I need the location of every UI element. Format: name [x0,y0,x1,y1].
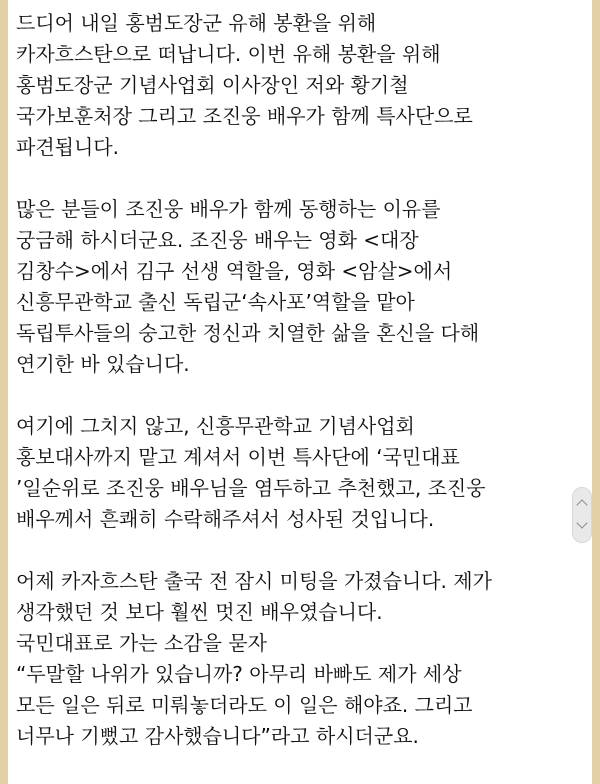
paragraph-3 [16,411,592,535]
post-panel[interactable] [8,0,592,784]
text-line: 연기한 바 있습니다. [16,352,190,376]
text-line: 홍보대사까지 맡고 계셔서 이번 특사단에 ‘국민대표 [16,445,460,469]
text-line: ’일순위로 조진웅 배우님을 염두하고 추천했고, 조진웅 [16,476,486,500]
scroll-handle[interactable] [572,487,592,543]
paragraph-2 [16,194,592,380]
text-line: 드디어 내일 홍범도장군 유해 봉환을 위해 [16,11,377,35]
chevron-down-icon[interactable] [576,517,587,528]
text-line: 국가보훈처장 그리고 조진웅 배우가 함께 특사단으로 [16,104,473,128]
text-line: 여기에 그치지 않고, 신흥무관학교 기념사업회 [16,414,415,438]
text-line: 홍범도장군 기념사업회 이사장인 저와 황기철 [16,73,409,97]
text-line: 궁금해 하시더군요. 조진웅 배우는 영화 <대장 [16,228,419,252]
post-body [8,0,592,752]
text-line: 너무나 기뻤고 감사했습니다”라고 하시더군요. [16,724,419,748]
text-line: 배우께서 흔쾌히 수락해주셔서 성사된 것입니다. [16,507,435,531]
paragraph-4 [16,566,592,752]
paragraph-1 [16,8,592,163]
text-line: 국민대표로 가는 소감을 묻자 [16,631,267,655]
text-line: 어제 카자흐스탄 출국 전 잠시 미팅을 가졌습니다. 제가 [16,569,492,593]
text-line: 많은 분들이 조진웅 배우가 함께 동행하는 이유를 [16,197,441,221]
text-line: 신흥무관학교 출신 독립군‘속사포’역할을 맡아 [16,290,415,314]
text-line: 김창수>에서 김구 선생 역할을, 영화 <암살>에서 [16,259,453,283]
chevron-up-icon[interactable] [576,499,587,510]
text-line: 모든 일은 뒤로 미뤄놓더라도 이 일은 해야죠. 그리고 [16,693,473,717]
text-line: “두말할 나위가 있습니까? 아무리 바빠도 제가 세상 [16,662,462,686]
text-line: 독립투사들의 숭고한 정신과 치열한 삶을 혼신을 다해 [16,321,480,345]
text-line: 파견됩니다. [16,135,119,159]
text-line: 카자흐스탄으로 떠납니다. 이번 유해 봉환을 위해 [16,42,441,66]
text-line: 생각했던 것 보다 훨씬 멋진 배우였습니다. [16,600,383,624]
